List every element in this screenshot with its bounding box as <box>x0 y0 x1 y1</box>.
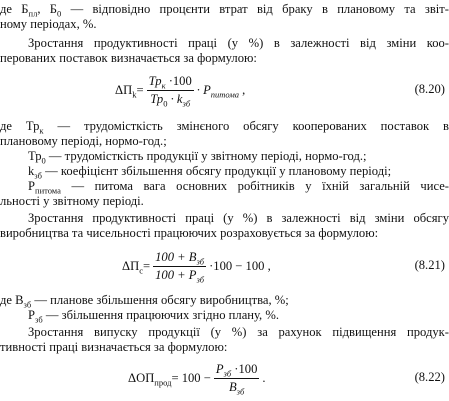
equation-number: (8.21) <box>414 258 445 272</box>
fraction: $\frac{Тр_к \cdot 100}{Тр_0 \cdot k_{зб}}$ <box>148 74 192 109</box>
text-line: $P_{питома}$ — питома вага основних робітників у їхній загальній чисе- <box>28 179 449 196</box>
text-line: плановому періоді, нормо-год.; <box>0 134 167 148</box>
text-line: $k_{зб}$ — коефіцієнт збільшення обсягу продукції у плановому періоді; <box>28 164 392 181</box>
text-line: $Р_{зб}$ — збільшення працюючих згідно плану, %. <box>28 308 279 325</box>
text-line: де $Б_{пл}$, $Б_0$ — відповідно процєнти втрат від браку в плановому та звіт- <box>0 2 449 19</box>
text-line: льності у звітному періоді. <box>0 194 144 208</box>
formula-lhs: $\Delta ОП_{прод}$ <box>128 370 172 388</box>
text-line: перованих поставок визначається за формулою: <box>0 51 257 65</box>
equals-sign: = <box>142 258 151 273</box>
text-line: Зростання випуску продукції (у %) за рахунок підвищення продук- <box>28 325 449 339</box>
formula-end: . <box>262 370 266 385</box>
text-line: $Тр_0$ — трудомісткість продукції у звітному періоді, нормо-год.; <box>28 149 367 166</box>
fraction: $\frac{P_{зб} \cdot 100}{B_{зб}}$ <box>215 362 258 397</box>
text-line: де $Тр_к$ — трудомісткість змінєного обсягу кооперованих поставок в <box>0 119 449 136</box>
equals-sign: = <box>136 82 144 97</box>
text-line: тивності праці визначається за формулою: <box>0 340 228 354</box>
text-line: де $B_{зб}$ — планове збільшення обсягу виробництва, %; <box>0 293 289 310</box>
formula-lhs: $\Delta П_c$ <box>122 258 143 276</box>
formula-8-21 <box>0 244 449 288</box>
text-line: Зростання продуктивності праці (у %) в залежності від зміни коо- <box>28 36 449 50</box>
equation-number: (8.20) <box>414 82 445 96</box>
formula-8-22 <box>0 356 449 400</box>
formula-8-20 <box>0 68 449 112</box>
formula-lhs: $\Delta П_k$ <box>115 82 137 100</box>
equals-minus: = 100 − <box>171 370 211 385</box>
text-line: виробництва та чисельності працюючих розраховується за формулою: <box>0 226 379 240</box>
formula-tail: · $P_{питома}$ , <box>196 82 246 100</box>
text-line: ному періодах, %. <box>0 17 97 31</box>
fraction: $\frac{100 + B_{зб}}{100 + P_{зб}}$ <box>155 250 205 285</box>
formula-tail: ·100 − 100 , <box>209 258 271 273</box>
text-line: Зростання продуктивності праці (у %) в залежності від зміни обсягу <box>28 211 449 225</box>
equation-number: (8.22) <box>414 370 445 384</box>
